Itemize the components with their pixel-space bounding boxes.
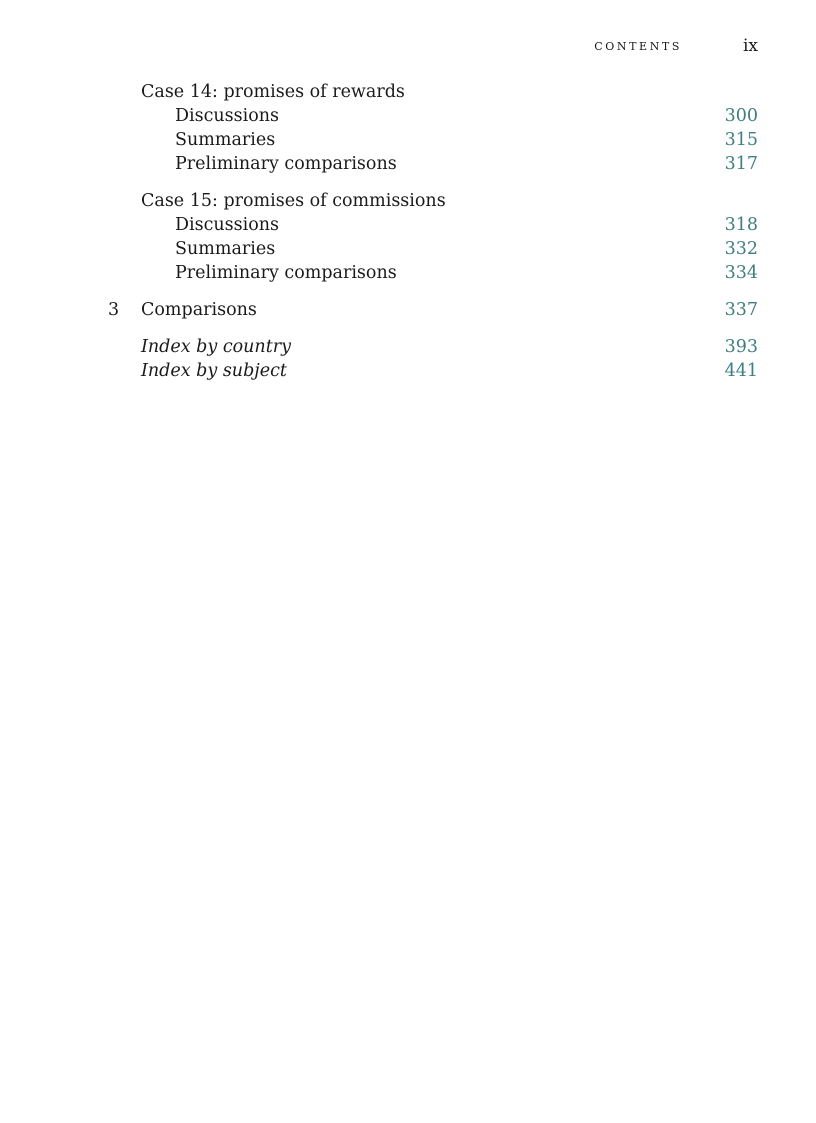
- toc-index-by-subject[interactable]: [0, 359, 816, 383]
- toc-entry-case14-discussions[interactable]: [0, 104, 816, 128]
- running-head-section: CONTENTS: [594, 40, 682, 53]
- toc-chapter-3[interactable]: [0, 298, 816, 322]
- toc-entry-title: Preliminary comparisons: [175, 263, 397, 283]
- toc-page-link[interactable]: 441: [724, 361, 758, 381]
- toc-case-14-heading: [0, 80, 816, 104]
- table-of-contents: [0, 80, 816, 383]
- toc-entry-title: Discussions: [175, 106, 280, 126]
- toc-page-link[interactable]: 337: [724, 300, 758, 320]
- toc-page-link[interactable]: 393: [724, 337, 758, 357]
- toc-entry-title: Case 15: promises of commissions: [141, 191, 446, 211]
- toc-case-15-heading: [0, 189, 816, 213]
- toc-entry-case14-preliminary-comparisons[interactable]: [0, 152, 816, 176]
- toc-page-link[interactable]: 334: [724, 263, 758, 283]
- toc-entry-case15-preliminary-comparisons[interactable]: [0, 261, 816, 285]
- toc-entry-case14-summaries[interactable]: [0, 128, 816, 152]
- running-head: [0, 36, 816, 58]
- toc-entry-title: Comparisons: [141, 300, 257, 320]
- toc-entry-title: Summaries: [175, 239, 276, 259]
- toc-entry-title: Index by country: [141, 337, 291, 357]
- toc-entry-title: Preliminary comparisons: [175, 154, 397, 174]
- toc-entry-case15-discussions[interactable]: [0, 213, 816, 237]
- page-folio: ix: [742, 36, 758, 56]
- toc-spacer: [0, 285, 816, 298]
- toc-chapter-number: 3: [108, 300, 120, 320]
- toc-entry-title: Case 14: promises of rewards: [141, 82, 405, 102]
- toc-entry-title: Discussions: [175, 215, 280, 235]
- toc-spacer: [0, 176, 816, 189]
- toc-page-link[interactable]: 317: [724, 154, 758, 174]
- toc-page-link[interactable]: 318: [724, 215, 758, 235]
- toc-entry-title: Index by subject: [141, 361, 287, 381]
- toc-spacer: [0, 322, 816, 335]
- toc-page-link[interactable]: 332: [724, 239, 758, 259]
- toc-page-link[interactable]: 300: [724, 106, 758, 126]
- toc-entry-title: Summaries: [175, 130, 276, 150]
- toc-entry-case15-summaries[interactable]: [0, 237, 816, 261]
- toc-page-link[interactable]: 315: [724, 130, 758, 150]
- toc-index-by-country[interactable]: [0, 335, 816, 359]
